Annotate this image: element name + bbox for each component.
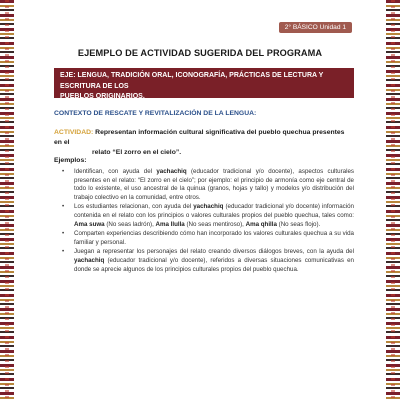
item-text: (No seas mentiroso), — [184, 220, 246, 228]
list-item — [58, 168, 354, 202]
examples-heading: Ejemplos: — [54, 157, 87, 164]
activity-line-1: Representan información cultural significativa del pueblo quechua presentes en el — [54, 129, 345, 146]
item-text: (No seas ladrón), — [104, 220, 156, 228]
grade-unit-badge: 2° BÁSICO Unidad 1 — [279, 22, 352, 33]
eje-line-1: EJE: LENGUA, TRADICIÓN ORAL, ICONOGRAFÍA, PRÁCTICAS DE LECTURA Y ESCRITURA DE LOS — [60, 72, 324, 90]
item-term: Ama llulla — [155, 220, 185, 228]
page-title: EJEMPLO DE ACTIVIDAD SUGERIDA DEL PROGRAMA — [77, 48, 323, 58]
item-text: Los estudiantes relacionan, con ayuda del — [74, 203, 194, 211]
item-text: Juegan a representar los personajes del relato creando diversos diálogos breves, con la ayuda del — [74, 248, 354, 256]
list-item — [58, 203, 354, 229]
bullet-icon: • — [62, 230, 65, 238]
item-term: yachachiq — [74, 256, 105, 264]
item-term: yachachiq — [193, 203, 224, 211]
item-text: (educador tradicional y/o docente), aspectos culturales presentes en el relato: “El zorro en el cielo”; por ejemplo: el principio de armonía como eje central de todo lo existente, el uso ancestral de la quinua (granos, hojas y tallo) y modelos y/o distribución del trabajo colectivo en la comunidad, entre otros. — [74, 168, 354, 201]
list-item — [58, 248, 354, 274]
item-text: (No seas flojo). — [276, 220, 321, 228]
activity-label: ACTIVIDAD: — [54, 129, 94, 136]
bullet-icon: • — [62, 203, 65, 211]
item-text: (educador tradicional y/o docente), referidos a diversas situaciones comunicativas en donde se aprecie algunos de los principios culturales propios del pueblo quechua. — [74, 256, 354, 273]
decorative-border-left — [0, 0, 14, 400]
item-term: yachachiq — [156, 168, 187, 175]
decorative-border-right — [386, 0, 400, 400]
bullet-icon: • — [62, 168, 65, 175]
eje-line-2: PUEBLOS ORIGINARIOS. — [60, 93, 145, 100]
item-text: Identifican, con ayuda del — [74, 168, 157, 175]
activity-block — [54, 128, 354, 157]
activity-line-2: relato “El zorro en el cielo”. — [92, 148, 182, 156]
context-heading: CONTEXTO DE RESCATE Y REVITALIZACIÓN DE LA LENGUA: — [54, 110, 257, 117]
list-item — [58, 230, 354, 247]
item-text: (educador tradicional y/o docente) información contenida en el relato con los principios o valores culturales propios del pueblo quechua, tales como: — [74, 203, 354, 219]
bullet-icon: • — [62, 248, 65, 256]
examples-list — [58, 168, 354, 275]
item-text: Comparten experiencias describiendo cómo han incorporado los valores culturales quechua a su vida familiar y personal. — [74, 230, 354, 246]
item-term: Ama qhilla — [245, 220, 277, 228]
eje-banner — [54, 68, 354, 98]
item-term: Ama suwa — [74, 220, 105, 228]
